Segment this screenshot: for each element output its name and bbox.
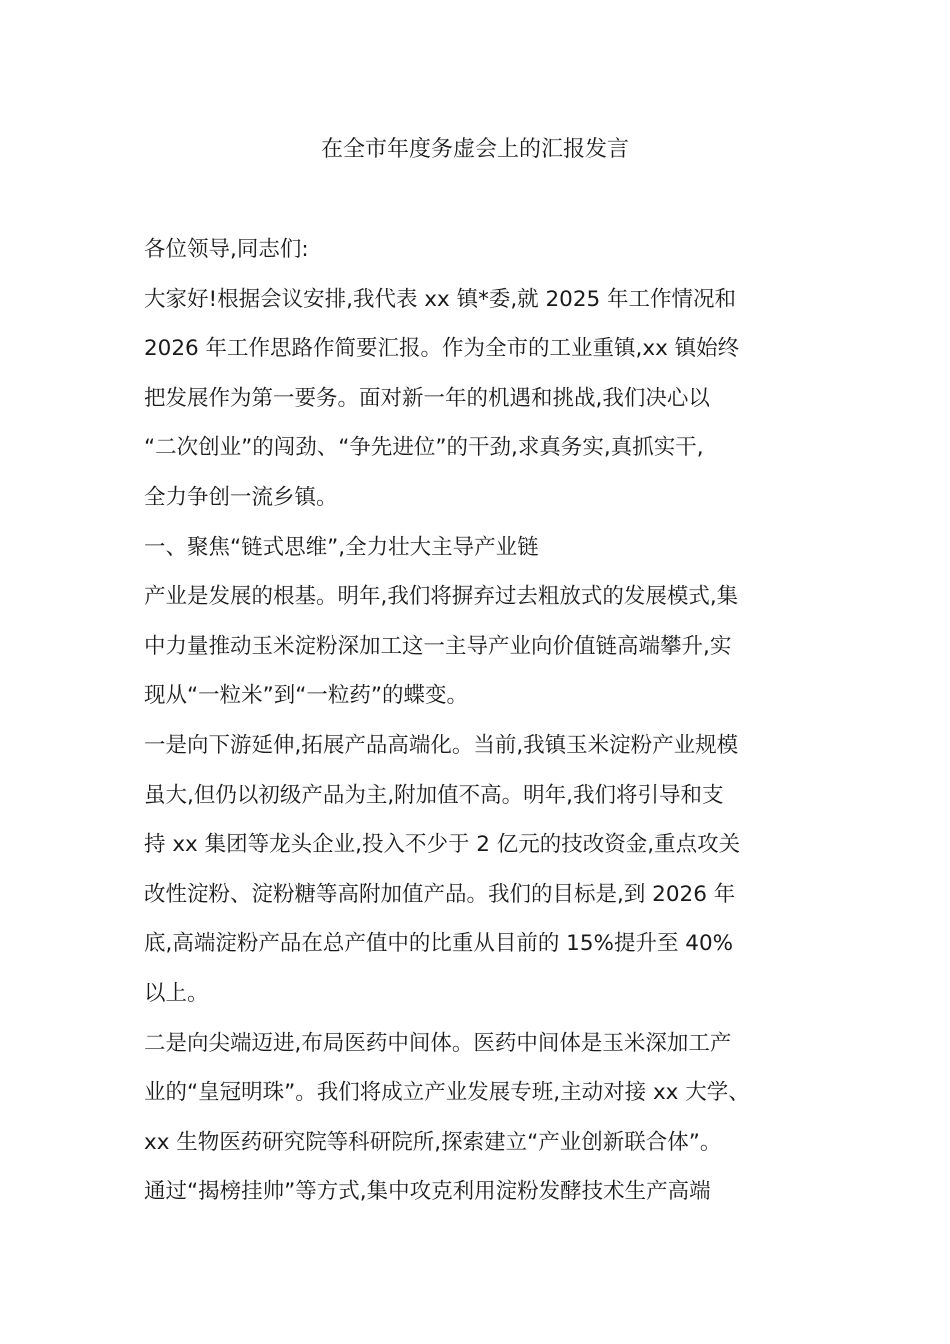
body-line: “二次创业”的闯劲、“争先进位”的干劲,求真务实,真抓实干, [144, 435, 704, 461]
body-line: 二是向尖端迈进,布局医药中间体。医药中间体是玉米深加工产 [144, 1030, 732, 1056]
body-line: 产业是发展的根基。明年,我们将摒弃过去粗放式的发展模式,集 [144, 584, 739, 610]
body-line: 虽大,但仍以初级产品为主,附加值不高。明年,我们将引导和支 [144, 782, 724, 808]
body-line: 底,高端淀粉产品在总产值中的比重从目前的 15%提升至 40% [144, 931, 734, 957]
body-line: 一是向下游延伸,拓展产品高端化。当前,我镇玉米淀粉产业规模 [144, 732, 739, 758]
body-line: 以上。 [144, 980, 209, 1006]
body-line: 通过“揭榜挂帅”等方式,集中攻克利用淀粉发酵技术生产高端 [144, 1179, 711, 1205]
body-line: 大家好!根据会议安排,我代表 xx 镇*委,就 2025 年工作情况和 [144, 286, 737, 312]
body-line: 业的“皇冠明珠”。我们将成立产业发展专班,主动对接 xx 大学、 [144, 1080, 750, 1106]
body-line: 持 xx 集团等龙头企业,投入不少于 2 亿元的技改资金,重点攻关 [144, 832, 741, 858]
document-body [144, 232, 824, 1224]
body-line: 把发展作为第一要务。面对新一年的机遇和挑战,我们决心以 [144, 385, 710, 411]
body-line: 现从“一粒米”到“一粒药”的蝶变。 [144, 683, 469, 709]
body-line: 改性淀粉、淀粉糖等高附加值产品。我们的目标是,到 2026 年 [144, 881, 736, 907]
body-line: 各位领导,同志们: [144, 237, 309, 262]
body-line: 全力争创一流乡镇。 [144, 484, 338, 510]
section-heading: 一、聚焦“链式思维”,全力壮大主导产业链 [144, 534, 539, 560]
body-line: 中力量推动玉米淀粉深加工这一主导产业向价值链高端攀升,实 [144, 633, 732, 659]
body-line: 2026 年工作思路作简要汇报。作为全市的工业重镇,xx 镇始终 [144, 336, 740, 362]
body-line: xx 生物医药研究院等科研院所,探索建立“产业创新联合体”。 [144, 1129, 722, 1155]
document-title: 在全市年度务虚会上的汇报发言 [320, 137, 629, 162]
